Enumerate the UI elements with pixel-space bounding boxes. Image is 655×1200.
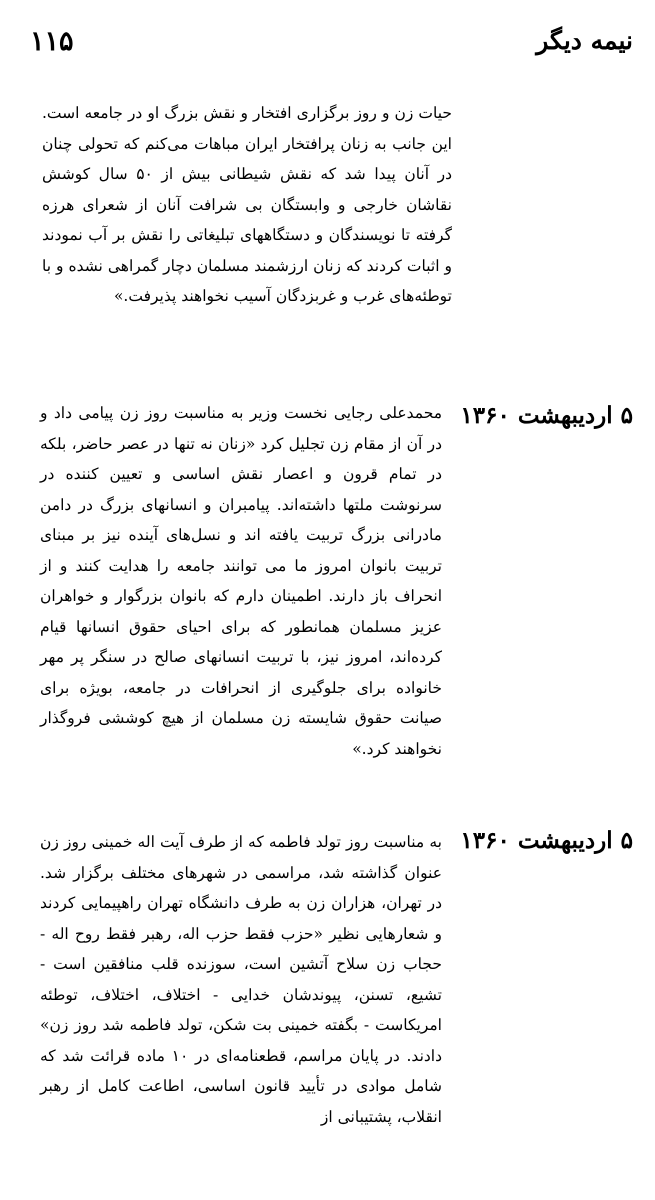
- entry-paragraph: [40, 827, 442, 1132]
- page-number: ۱۱۵: [30, 26, 74, 57]
- entry-date: ۵ اردیبهشت ۱۳۶۰: [460, 402, 633, 429]
- entry-paragraph: [40, 398, 442, 764]
- entry-text: محمدعلی رجایی نخست وزیر به مناسبت روز زن پیامی داد و در آن از مقام زن تجلیل کرد «زنان نه تنها در عصر حاضر، بلکه در تمام قرون و اعصار نقش اساسی و تعیین کننده در سرنوشت ملتها داشته‌اند. پیامبران و انسانهای بزرگ در دامن مادرانی بزرگ تربیت یافته اند و نسل‌های آینده نیز بر مبنای تربیت بانوان امروز ما می توانند جامعه را هدایت کنند و از انحراف باز دارند. اطمینان دارم که بانوان بزرگوار و خواهران عزیز مسلمان همانطور که برای احیای حقوق انسانها قیام کرده‌اند، امروز نیز، با تربیت انسانهای صالح در سنگر پر مهر خانواده برای جلوگیری از انحرافات در جامعه، بویژه برای صیانت حقوق شایسته زن مسلمان از هیچ کوششی فروگذار نخواهند کرد.»: [40, 404, 442, 758]
- running-title: نیمه دیگر: [536, 26, 633, 55]
- entry-text: به مناسبت روز تولد فاطمه که از طرف آیت اله خمینی روز زن عنوان گذاشته شد، مراسمی در شهرهای مختلف برگزار شد. در تهران، هزاران زن به طرف دانشگاه تهران راهپیمایی کردند و شعارهایی نظیر «حزب فقط حزب اله، رهبر فقط روح اله - حجاب زن سلاح آتشین است، سوزنده قلب منافقین است - تشیع، تسنن، پیوندشان خدایی - اختلاف، اختلاف، توطئه امریکاست - بگفته خمینی بت شکن، تولد فاطمه شد روز زن» دادند. در پایان مراسم، قطعنامه‌ای در ۱۰ ماده قرائت شد که شامل موادی در تأیید قانون اساسی، اطاعت کامل از رهبر انقلاب، پشتیبانی از: [40, 833, 442, 1126]
- entry-date: ۵ اردیبهشت ۱۳۶۰: [460, 827, 633, 854]
- continuation-paragraph: [42, 98, 452, 312]
- continuation-text: حیات زن و روز برگزاری افتخار و نقش بزرگ او در جامعه است. این جانب به زنان پرافتخار ایران مباهات می‌کنم که تحولی چنان در آنان پیدا شد که نقش شیطانی بیش از ۵۰ سال کوشش نقاشان خارجی و وابستگان بی شرافت آنان از شعرای هرزه گرفته تا نویسندگان و دستگاههای تبلیغاتی را نقش بر آب نمودند و اثبات کردند که زنان ارزشمند مسلمان دچار گمراهی نشده و با توطئه‌های غرب و غربزدگان آسیب نخواهند پذیرفت.»: [42, 104, 452, 305]
- page-header: [30, 26, 633, 66]
